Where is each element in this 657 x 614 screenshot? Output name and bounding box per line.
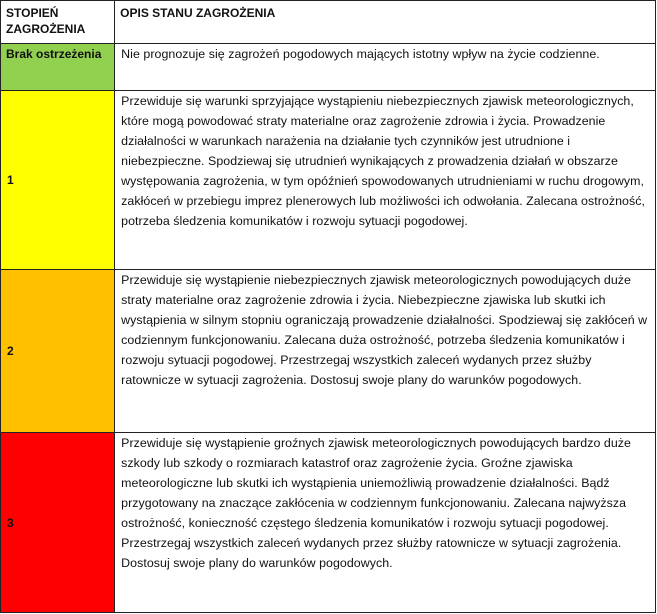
- header-description: OPIS STANU ZAGROŻENIA: [115, 1, 656, 44]
- table-row-1: [1, 91, 656, 270]
- table-row-2: [1, 270, 656, 433]
- description-cell-3: Przewiduje się wystąpienie groźnych zjawisk meteorologicznych powodujących bardzo duże szkody lub szkody o rozmiarach katastrof oraz zagrożenie życia. Groźne zjawiska meteorologiczne lub skutki ich wystąpienia uniemożliwią prowadzenie działalności. Bądź przygotowany na znaczące zakłócenia w codziennym funkcjonowaniu. Zalecana najwyższa ostrożność, konieczność częstego śledzenia komunikatów i rozwoju sytuacji pogodowej. Przestrzegaj wszystkich zaleceń wydanych przez służby ratownicze w sytuacji zagrożenia. Dostosuj swoje plany do warunków pogodowych.: [115, 433, 656, 613]
- table-row-none: [1, 44, 656, 91]
- level-cell-3: 3: [1, 433, 115, 613]
- description-cell-1: Przewiduje się warunki sprzyjające wystąpieniu niebezpiecznych zjawisk meteorologicznych, które mogą powodować straty materialne oraz zagrożenie zdrowia i życia. Prowadzenie działalności w warunkach narażenia na działanie tych czynników jest utrudnione i niebezpieczne. Spodziewaj się utrudnień wynikających z prowadzenia działań w obszarze występowania zagrożenia, w tym opóźnień spowodowanych utrudnieniami w ruchu drogowym, zakłóceń w przebiegu imprez plenerowych lub możliwości ich odwołania. Zalecana ostrożność, potrzeba śledzenia komunikatów i rozwoju sytuacji pogodowej.: [115, 91, 656, 270]
- description-cell-2: Przewiduje się wystąpienie niebezpiecznych zjawisk meteorologicznych powodujących duże straty materialne oraz zagrożenie zdrowia i życia. Niebezpieczne zjawiska lub skutki ich wystąpienia w silnym stopniu ograniczają prowadzenie działalności. Spodziewaj się zakłóceń w codziennym funkcjonowaniu. Zalecana duża ostrożność, potrzeba śledzenia komunikatów i rozwoju sytuacji pogodowej. Przestrzegaj wszystkich zaleceń wydanych przez służby ratownicze w sytuacji zagrożenia. Dostosuj swoje plany do warunków pogodowych.: [115, 270, 656, 433]
- table-row-3: [1, 433, 656, 613]
- level-cell-2: 2: [1, 270, 115, 433]
- level-cell-1: 1: [1, 91, 115, 270]
- header-row: [1, 1, 656, 44]
- header-level: STOPIEŃ ZAGROŻENIA: [1, 1, 115, 44]
- description-cell-none: Nie prognozuje się zagrożeń pogodowych mających istotny wpływ na życie codzienne.: [115, 44, 656, 91]
- level-cell-none: Brak ostrzeżenia: [1, 44, 115, 91]
